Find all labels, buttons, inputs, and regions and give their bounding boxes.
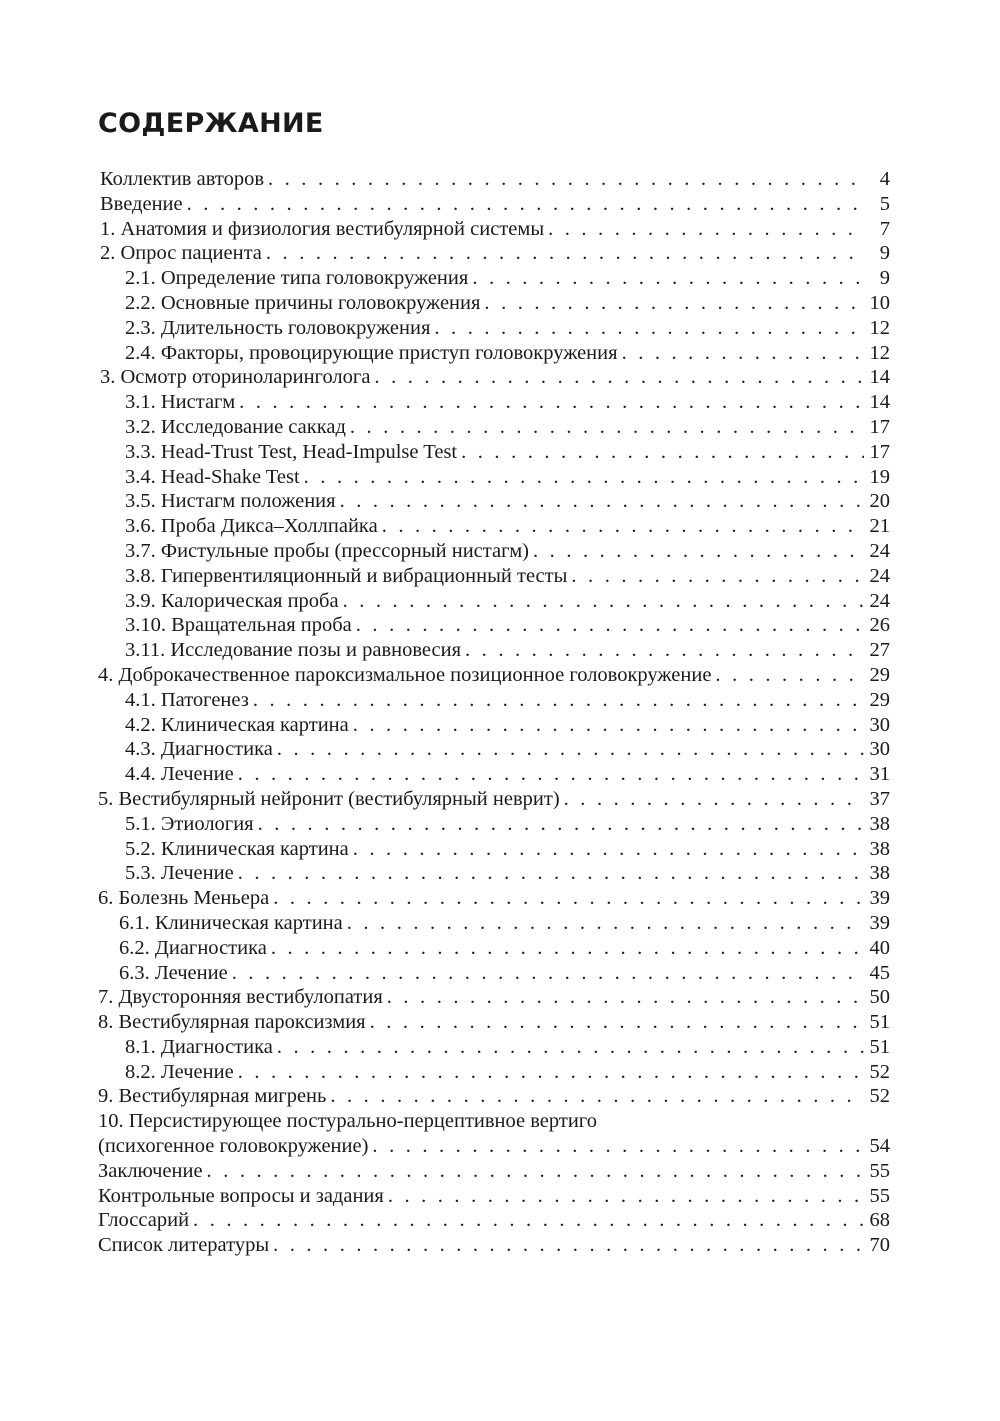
toc-entry-title: 5.2. Клиническая картина	[125, 837, 349, 860]
toc-entry-page-number: 7	[879, 217, 890, 240]
toc-entry-page-number: 14	[869, 366, 890, 389]
toc-entry-page-number: 20	[869, 490, 890, 513]
dot-leader	[465, 638, 864, 663]
toc-entry-title: 5.1. Этиология	[125, 812, 254, 835]
dot-leader	[434, 316, 864, 341]
toc-entry-title: 4.2. Клиническая картина	[125, 713, 349, 736]
toc-entry-page-number: 12	[869, 341, 890, 364]
toc-entry	[98, 390, 890, 415]
toc-entry-title: 3.6. Проба Дикса–Холлпайка	[125, 515, 378, 538]
toc-entry	[98, 415, 890, 440]
toc-entry	[98, 1084, 890, 1109]
toc-entry	[98, 985, 890, 1010]
toc-entry	[98, 589, 890, 614]
toc-entry	[98, 1035, 890, 1060]
toc-entry	[98, 787, 890, 812]
toc-entry-title: Контрольные вопросы и задания	[98, 1184, 384, 1207]
toc-entry-title: 8. Вестибулярная пароксизмия	[98, 1011, 366, 1034]
dot-leader	[382, 514, 864, 539]
toc-entry-page-number: 50	[869, 986, 890, 1009]
toc-entry-page-number: 38	[869, 812, 890, 835]
dot-leader	[277, 1035, 864, 1060]
toc-entry-page-number: 29	[869, 663, 890, 686]
toc-entry-page-number: 24	[869, 539, 890, 562]
toc-entry	[98, 1060, 890, 1085]
toc-entry-page-number: 30	[869, 738, 890, 761]
dot-leader	[343, 589, 864, 614]
toc-entry-page-number: 38	[869, 837, 890, 860]
toc-entry-page-number: 26	[869, 614, 890, 637]
toc-entry-page-number: 30	[869, 713, 890, 736]
toc-entry-title: 3.1. Нистагм	[125, 391, 236, 414]
toc-entry-page-number: 39	[869, 887, 890, 910]
toc-entry	[98, 514, 890, 539]
toc-entry-title: 8.2. Лечение	[125, 1060, 234, 1083]
dot-leader	[238, 1060, 864, 1085]
dot-leader	[564, 787, 864, 812]
toc-entry-page-number: 31	[869, 763, 890, 786]
toc-entry-title: 4.3. Диагностика	[125, 738, 273, 761]
toc-entry	[98, 613, 890, 638]
toc-entry-title: 3.4. Head-Shake Test	[125, 465, 300, 488]
dot-leader	[238, 762, 864, 787]
dot-leader	[388, 1184, 864, 1209]
toc-entry	[98, 1159, 890, 1184]
toc-entry-page-number: 24	[869, 589, 890, 612]
toc-entry-page-number: 9	[879, 267, 890, 290]
dot-leader	[374, 365, 864, 390]
toc-entry-title: 3.8. Гипервентиляционный и вибрационный тесты	[125, 564, 568, 587]
toc-entry-title: 6.2. Диагностика	[119, 936, 267, 959]
toc-entry-title: 10. Персистирующее постурально-перцептивное вертиго	[98, 1110, 597, 1133]
toc-entry	[98, 241, 890, 266]
toc-entry-title: 2.1. Определение типа головокружения	[125, 267, 469, 290]
toc-entry-title: 9. Вестибулярная мигрень	[98, 1085, 327, 1108]
dot-leader	[273, 1233, 864, 1258]
dot-leader	[304, 465, 864, 490]
toc-entry-title: Коллектив авторов	[100, 168, 264, 190]
toc-entry-page-number: 17	[869, 440, 890, 463]
toc-entry-page-number: 5	[879, 192, 890, 215]
toc-entry	[98, 961, 890, 986]
dot-leader	[193, 1208, 864, 1233]
toc-entry-page-number: 40	[869, 936, 890, 959]
toc-entry-title: 3.11. Исследование позы и равновесия	[125, 639, 462, 662]
toc-entry-page-number: 70	[869, 1234, 890, 1257]
toc-entry-title: 3.9. Калорическая проба	[125, 589, 339, 612]
dot-leader	[387, 985, 864, 1010]
dot-leader	[472, 266, 864, 291]
toc-entry	[98, 316, 890, 341]
toc-entry	[98, 1233, 890, 1258]
dot-leader	[340, 489, 864, 514]
dot-leader	[266, 241, 864, 266]
dot-leader	[347, 911, 864, 936]
toc-entry-title: 1. Анатомия и физиология вестибулярной системы	[100, 217, 545, 240]
toc-entry-title: 3.2. Исследование саккад	[125, 415, 346, 438]
toc-entry	[98, 762, 890, 787]
toc-entry	[98, 911, 890, 936]
dot-leader	[207, 1159, 864, 1184]
toc-entry	[98, 192, 890, 217]
toc-entry-page-number: 17	[869, 415, 890, 438]
toc-entry-title: 7. Двусторонняя вестибулопатия	[98, 986, 383, 1009]
toc-entry	[98, 837, 890, 862]
dot-leader	[187, 192, 864, 217]
toc-entry-page-number: 55	[869, 1159, 890, 1182]
dot-leader	[622, 341, 864, 366]
toc-entry-page-number: 4	[879, 168, 890, 190]
dot-leader	[461, 440, 864, 465]
dot-leader	[533, 539, 864, 564]
toc-entry	[98, 886, 890, 911]
toc-entry-title: 5.3. Лечение	[125, 862, 234, 885]
dot-leader	[258, 812, 864, 837]
toc-entry	[98, 861, 890, 886]
dot-leader	[715, 663, 864, 688]
toc-entry-title: 2.4. Факторы, провоцирующие приступ головокружения	[125, 341, 618, 364]
toc-entry	[98, 663, 890, 688]
dot-leader	[356, 613, 864, 638]
toc-entry	[98, 291, 890, 316]
toc-entry	[98, 167, 890, 192]
toc-entry-page-number: 19	[869, 465, 890, 488]
toc-entry-page-number: 39	[869, 911, 890, 934]
toc-entry	[98, 812, 890, 837]
toc-entry-title: Введение	[100, 192, 183, 215]
toc-entry-page-number: 51	[869, 1011, 890, 1034]
dot-leader	[484, 291, 864, 316]
toc-entry-title: 4.1. Патогенез	[125, 688, 249, 711]
toc-entry-page-number: 14	[869, 391, 890, 414]
toc-entry-title: 5. Вестибулярный нейронит (вестибулярный неврит)	[98, 787, 560, 810]
toc-entry-page-number: 27	[869, 639, 890, 662]
toc-entry-title: 3.7. Фистульные пробы (прессорный нистагм)	[125, 539, 530, 562]
dot-leader	[353, 837, 864, 862]
dot-leader	[353, 713, 864, 738]
toc-entry-title: 6. Болезнь Меньера	[98, 887, 270, 910]
toc-entry-title: 6.3. Лечение	[119, 961, 228, 984]
toc-entry-title: 3.3. Head-Trust Test, Head-Impulse Test	[125, 440, 458, 463]
toc-entry	[98, 737, 890, 762]
page-title: СОДЕРЖАНИЕ	[98, 108, 324, 139]
toc-entry-title: 6.1. Клиническая картина	[119, 911, 343, 934]
toc-entry-page-number: 21	[869, 515, 890, 538]
toc-entry	[98, 1208, 890, 1233]
toc-entry	[98, 936, 890, 961]
toc-entry	[98, 465, 890, 490]
dot-leader	[571, 564, 864, 589]
toc-entry-page-number: 29	[869, 688, 890, 711]
toc-entry-title: 2.3. Длительность головокружения	[125, 316, 431, 339]
toc-entry-title: Заключение	[98, 1159, 203, 1182]
toc-entry-title: Глоссарий	[98, 1209, 190, 1232]
dot-leader	[372, 1134, 864, 1159]
toc-entry-page-number: 54	[869, 1135, 890, 1158]
dot-leader	[238, 861, 864, 886]
toc-entry-page-number: 51	[869, 1035, 890, 1058]
toc-entry-page-number: 45	[869, 961, 890, 984]
toc-entry	[98, 1134, 890, 1159]
toc-entry	[98, 266, 890, 291]
dot-leader	[271, 936, 864, 961]
toc-entry	[98, 217, 890, 242]
toc-entry-page-number: 68	[869, 1209, 890, 1232]
dot-leader	[268, 167, 864, 192]
toc-entry	[98, 713, 890, 738]
toc-entry-title: 3.10. Вращательная проба	[125, 614, 352, 637]
toc-entry-title: 4. Доброкачественное пароксизмальное позиционное головокружение	[98, 663, 712, 686]
toc-entry-page-number: 10	[869, 291, 890, 314]
toc-entry	[98, 1184, 890, 1209]
toc-entry	[98, 440, 890, 465]
dot-leader	[548, 217, 864, 242]
toc-entry	[98, 489, 890, 514]
toc-entry	[98, 688, 890, 713]
toc-entry-page-number: 9	[879, 242, 890, 265]
dot-leader	[273, 886, 864, 911]
toc-entry-title: 2.2. Основные причины головокружения	[125, 291, 481, 314]
dot-leader	[239, 390, 864, 415]
dot-leader	[253, 688, 864, 713]
toc-entry-title: 3. Осмотр оториноларинголога	[100, 366, 371, 389]
toc-entry	[98, 1010, 890, 1035]
toc-entry-page-number: 12	[869, 316, 890, 339]
toc-entry-page-number: 24	[869, 564, 890, 587]
dot-leader	[330, 1084, 864, 1109]
toc-entry-title: 8.1. Диагностика	[125, 1035, 273, 1058]
toc-entry	[98, 341, 890, 366]
table-of-contents	[98, 167, 890, 1258]
toc-entry-title: 4.4. Лечение	[125, 763, 234, 786]
toc-entry-page-number: 55	[869, 1184, 890, 1207]
toc-entry-title: 2. Опрос пациента	[100, 242, 262, 265]
toc-entry	[98, 365, 890, 390]
toc-entry-page-number: 38	[869, 862, 890, 885]
dot-leader	[350, 415, 864, 440]
toc-entry-title: (психогенное головокружение)	[98, 1135, 369, 1158]
dot-leader	[277, 737, 864, 762]
toc-entry-title: Список литературы	[98, 1234, 270, 1257]
dot-leader	[232, 961, 864, 986]
toc-entry	[98, 564, 890, 589]
toc-entry	[98, 638, 890, 663]
toc-entry-title: 3.5. Нистагм положения	[125, 490, 336, 513]
dot-leader	[370, 1010, 864, 1035]
toc-entry	[98, 539, 890, 564]
toc-entry	[98, 1109, 890, 1134]
toc-entry-page-number: 52	[869, 1085, 890, 1108]
toc-entry-page-number: 52	[869, 1060, 890, 1083]
toc-entry-page-number: 37	[869, 787, 890, 810]
